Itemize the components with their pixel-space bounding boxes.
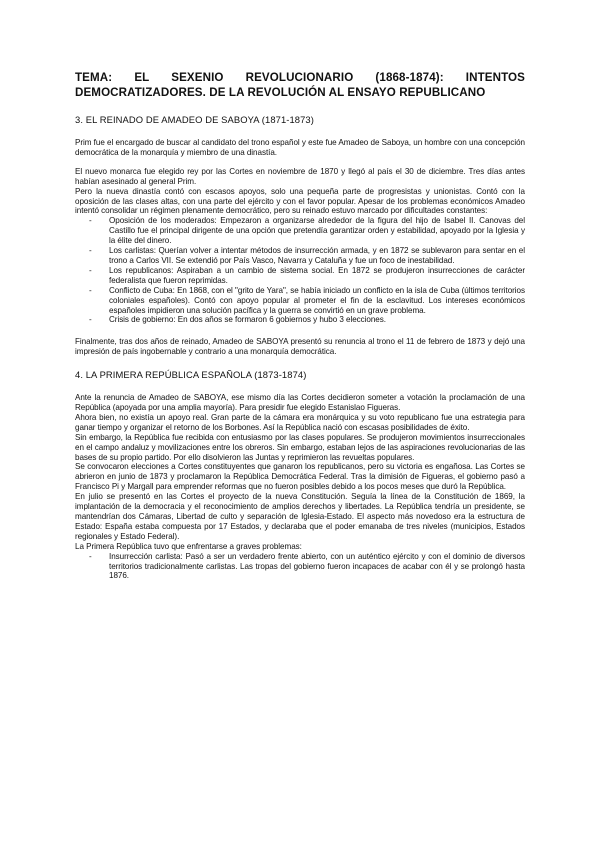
- section-heading-republica: 4. LA PRIMERA REPÚBLICA ESPAÑOLA (1873-1874): [75, 369, 307, 381]
- list-item: - Oposición de los moderados: Empezaron a organizarse alrededor de la figura del hijo de Isabel II. Canovas del Castillo fue el principal dirigente de una opción que pretendía garantizar orden y estabilidad, apoyado por la Iglesia y la élite del dinero.: [109, 216, 525, 246]
- paragraph: Ante la renuncia de Amadeo de SABOYA, ese mismo día las Cortes decidieron someter a votación la proclamación de una República (apoyada por una amplia mayoría). Para presidir fue elegido Estanislao Figueras.: [75, 393, 525, 413]
- list-item: - Insurrección carlista: Pasó a ser un verdadero frente abierto, con un auténtico ejército y con el dominio de diversos territorios tradicionalmente carlistas. Las tropas del gobierno fueron incapaces de acabar con él y se prolongó hasta 1876.: [109, 552, 525, 582]
- paragraph: Ahora bien, no existía un apoyo real. Gran parte de la cámara era monárquica y su voto republicano fue una estrategia para ganar tiempo y organizar el retorno de los Borbones. Así la República nació con escasas posibilidades de éxito.: [75, 412, 525, 432]
- list-item: - Conflicto de Cuba: En 1868, con el "grito de Yara", se había iniciado un conflicto en la isla de Cuba (últimos territorios coloniales españoles). Contó con apoyo popular al prometer el fin de la esclavitud. Los intereses económicos españoles impidieron una solución pacífica y la guerra se convirtió en un grave problema.: [109, 286, 525, 316]
- list-item: - Los republicanos: Aspiraban a un cambio de sistema social. En 1872 se produjeron insurrecciones de carácter federalista que fueron reprimidas.: [109, 266, 525, 286]
- paragraph: En julio se presentó en las Cortes el proyecto de la nueva Constitución. Seguía la línea de la Constitución de 1869, la implantación de la democracia y el reconocimiento de amplios derechos y libertades. La República tendría un presidente, se mantendrían dos Cámaras, Libertad de culto y separación de Iglesia-Estado. El aspecto más novedoso era la estructura de Estado: España estaba compuesta por 17 Estados, y declaraba que el poder emanaba de tres niveles (municipios, Estados regionales y Estado Federal).: [75, 492, 525, 541]
- list-item: - Los carlistas: Querían volver a intentar métodos de insurrección armada, y en 1872 se sublevaron para sentar en el trono a Carlos VII. Se extendió por País Vasco, Navarra y Cataluña y fue un foco de inestabilidad.: [109, 246, 525, 266]
- paragraph: Sin embargo, la República fue recibida con entusiasmo por las clases populares. Se produjeron movimientos insurreccionales en el campo andaluz y movilizaciones entre los obreros. Sin embargo, estaban lejos de las aspiraciones revolucionarias de las bases de su propio partido. Por ello disolvieron las Juntas y reprimieron las revueltas populares.: [75, 432, 525, 462]
- paragraph: Finalmente, tras dos años de reinado, Amadeo de SABOYA presentó su renuncia al trono el 11 de febrero de 1873 y dejó una impresión de país ingobernable y contrario a una monarquía democrática.: [75, 337, 525, 357]
- paragraph: Pero la nueva dinastía contó con escasos apoyos, solo una pequeña parte de progresistas y unionistas. Contó con la oposición de las clases altas, con una parte del ejército y con el favor popular. Apesar de los problemas económicos Amadeo intentó consolidar un régimen plenamente democrático, pero su reinado estuvo marcado por dificultades constantes:: [75, 186, 525, 216]
- paragraph: Se convocaron elecciones a Cortes constituyentes que ganaron los republicanos, pero su victoria es engañosa. Las Cortes se abrieron en junio de 1873 y proclamaron la República Democrática Federal. Tras la dimisión de Figueras, el gobierno pasó a Francisco Pi y Margall para emprender reformas que no fueron posibles debido a los pocos meses que duró la República.: [75, 462, 525, 492]
- paragraph: Prim fue el encargado de buscar al candidato del trono español y este fue Amadeo de Saboya, un hombre con una concepción democrática de la monarquía y miembro de una dinastía.: [75, 138, 525, 157]
- document-title: TEMA: EL SEXENIO REVOLUCIONARIO (1868-1874): INTENTOS DEMOCRATIZADORES. DE LA REVOLUCIÓN AL ENSAYO REPUBLICANO: [75, 71, 525, 99]
- paragraph: La Primera República tuvo que enfrentarse a graves problemas:: [75, 541, 302, 551]
- difficulties-list: [75, 216, 525, 325]
- list-item: - Crisis de gobierno: En dos años se formaron 6 gobiernos y hubo 3 elecciones.: [109, 315, 525, 325]
- section-heading-amadeo: 3. EL REINADO DE AMADEO DE SABOYA (1871-1873): [75, 114, 314, 125]
- paragraph: El nuevo monarca fue elegido rey por las Cortes en noviembre de 1870 y llegó al país el 30 de diciembre. Tres días antes habían asesinado al general Prim.: [75, 166, 525, 186]
- problems-list: [75, 552, 525, 582]
